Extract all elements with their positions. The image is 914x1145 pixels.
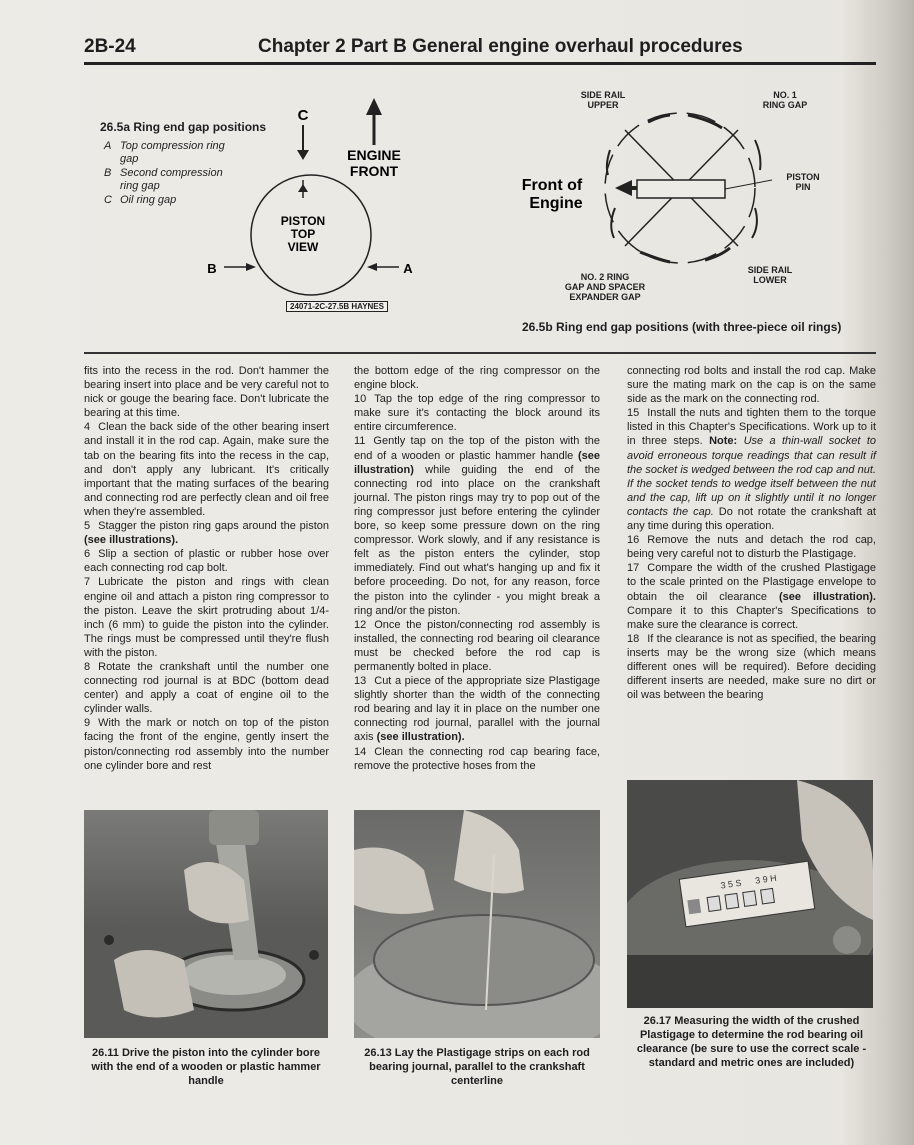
lower-rail-gap — [705, 248, 730, 260]
label-line: PISTON — [786, 172, 820, 182]
step-text: Compare the width of the crushed Plastigage to the scale printed on the Plastigage envelope to obtain the oil clearance — [627, 562, 876, 603]
legend-text: Second compression ring gap — [120, 167, 223, 192]
scale-box — [761, 888, 775, 904]
label-line: NO. 1 — [773, 90, 797, 100]
rod-bolt — [833, 926, 861, 954]
step-text: Remove the nuts and detach the rod cap, being very careful not to disturb the Plastigage. — [627, 534, 876, 561]
ring-gap-mark — [755, 140, 760, 170]
header-rule — [84, 62, 876, 65]
scale-text: 3 9 H — [754, 872, 778, 886]
legend-text: Oil ring gap — [120, 194, 177, 206]
note-text: Use a thin-wall socket to avoid erroneous torque readings that can result if the socket is wedged between the rod cap and nut. If the socket tends to wedge itself between the nut and the cap, lift up on it slightly until it no longer contacts the cap. — [627, 435, 877, 518]
step-number: 15 — [627, 407, 640, 420]
figure-b-caption: 26.5b Ring end gap positions (with three-piece oil rings) — [522, 320, 842, 334]
legend-key: A — [104, 140, 112, 152]
photo-plastigage-measure — [627, 780, 873, 1008]
label-line: PIN — [795, 182, 811, 192]
step-text: Clean the connecting rod cap bearing face, remove the protective hoses from the — [354, 745, 600, 772]
step-text: Tap the top edge of the ring compressor to make sure it's contacting the block around its entire circumference. — [354, 393, 600, 434]
figure-a-caption: 26.5a Ring end gap positions — [100, 120, 267, 134]
ring-gap-mark — [752, 208, 757, 238]
step-number: 12 — [354, 618, 367, 631]
scale-box — [743, 891, 757, 907]
paragraph — [84, 716, 329, 772]
label-line: SIDE RAIL — [580, 90, 626, 100]
legend-key: B — [104, 167, 112, 179]
scale-box — [725, 893, 739, 909]
photo-plastigage-strip — [354, 810, 600, 1038]
text-column-1 — [84, 364, 329, 773]
paragraph — [84, 575, 329, 660]
piston-view-label-3: VIEW — [287, 240, 319, 254]
paragraph — [627, 533, 876, 561]
bolt-hole — [309, 950, 319, 960]
no2-ring-gap — [640, 252, 670, 262]
journal-surface — [374, 915, 594, 1005]
step-number: 17 — [627, 562, 640, 575]
engine-front-label-1: ENGINE — [347, 147, 401, 163]
step-text: while guiding the end of the connecting rod into place on the crankshaft journal. The piston rings may try to pop out of the ring compressor just before entering the cylinder bore, so keep some pressure down on the ring compressor. Work slowly, and if any resistance is felt as the piston enters the cylinder, stop immediately. Find out what's hanging up and fix it before proceeding. Do not, for any reason, force the piston into the cylinder - you might break a ring and/or the piston. — [354, 463, 600, 617]
arrow-a-head — [367, 263, 377, 271]
label-line: GAP AND SPACER — [564, 282, 646, 292]
paragraph — [627, 406, 876, 533]
figure-three-piece-ring-gaps — [510, 80, 880, 340]
page-number: 2B-24 — [84, 36, 136, 57]
label-line: EXPANDER GAP — [569, 292, 641, 302]
photo-plastigage-measure-image — [627, 780, 873, 1008]
label-b: B — [207, 261, 217, 276]
side-rail-upper-label — [568, 90, 638, 110]
step-text: Lubricate the piston and rings with clean engine oil and attach a piston ring compressor to the piston. Leave the skirt protruding about 1/4-inch (6 mm) to guide the piston into the cylinder. The rings must be compressed until they're flush with the piston. — [84, 576, 329, 659]
step-number: 10 — [354, 393, 367, 406]
scale-box — [687, 899, 701, 915]
label-line: LOWER — [753, 275, 787, 285]
section-rule — [84, 352, 876, 354]
hand — [114, 950, 194, 1018]
paragraph — [627, 632, 876, 702]
step-text: Slip a section of plastic or rubber hose over each connecting rod cap bolt. — [84, 548, 329, 575]
front-of-engine-label-2: Engine — [529, 195, 583, 212]
photo-piston-install — [84, 810, 328, 1038]
legend-text: Top compression ring gap — [120, 140, 225, 165]
paragraph — [84, 420, 329, 519]
paragraph — [627, 561, 876, 631]
label-c: C — [297, 107, 309, 124]
step-text: Clean the back side of the other bearing insert and install it in the rod cap. Again, make sure the tab on the bearing fits into the recess in the cap, and don't apply any lubricant. It's critically important that the mating surfaces of the bearing and connecting rod are perfectly clean and oil free when they're assembled. — [84, 421, 329, 518]
paragraph — [354, 618, 600, 674]
legend-key: C — [104, 194, 112, 206]
front-of-engine-label-1: Front of — [521, 177, 583, 194]
bench — [627, 955, 873, 1008]
figure-ring-gap-positions — [84, 80, 444, 320]
photo-2-caption: 26.13 Lay the Plastigage strips on each rod bearing journal, parallel to the crankshaft centerline — [364, 1047, 590, 1087]
paragraph — [354, 392, 600, 434]
no1-ring-gap-label — [750, 90, 820, 110]
engine-front-arrow-head — [366, 98, 382, 115]
step-number: 4 — [84, 421, 91, 434]
photo-piston-install-image — [84, 810, 328, 1038]
step-text: With the mark or notch on top of the piston facing the front of the engine, gently insert the piston/connecting rod assembly into the number one cylinder bore and rest — [84, 717, 329, 772]
paragraph — [84, 519, 329, 547]
label-line: RING GAP — [762, 100, 808, 110]
chapter-title: Chapter 2 Part B General engine overhaul procedures — [258, 36, 743, 57]
label-a: A — [403, 261, 413, 276]
step-number: 13 — [354, 675, 367, 688]
label-line: UPPER — [587, 100, 619, 110]
scale-box — [707, 896, 721, 912]
step-text: Compare it to this Chapter's Specifications to make sure the clearance is correct. — [627, 604, 876, 631]
photo-3-caption: 26.17 Measuring the width of the crushed Plastigage to determine the rod bearing oil clearance (be sure to use the correct scale - standard and metric ones are included) — [636, 1015, 867, 1069]
step-number: 6 — [84, 548, 91, 561]
step-text: If the clearance is not as specified, the bearing inserts may be the wrong size (which means different ones will be required). Before deciding different inserts are needed, make sure no dirt or oil was between the bearing — [627, 632, 876, 702]
photo-plastigage-strip-image — [354, 810, 600, 1038]
scale-text: 3 5 S — [719, 877, 743, 891]
step-number: 11 — [354, 435, 366, 448]
step-text: Cut a piece of the appropriate size Plastigage slightly shorter than the width of the connecting rod bearing and lay it in place on the number one connecting rod journal, parallel with the journal axis — [354, 675, 600, 744]
piston-pin-label — [778, 172, 828, 192]
note-label: Note: — [709, 435, 738, 448]
photo-1-caption: 26.11 Drive the piston into the cylinder bore with the end of a wooden or plastic hammer handle — [91, 1047, 321, 1087]
arrow-b-head — [246, 263, 256, 271]
pin-leader — [725, 180, 772, 189]
step-number: 16 — [627, 534, 640, 547]
text-column-3 — [627, 364, 876, 702]
step-number: 9 — [84, 717, 91, 730]
paragraph — [84, 547, 329, 575]
side-rail-lower-label — [735, 265, 805, 285]
piston-top — [182, 955, 286, 995]
paragraph — [84, 660, 329, 716]
illustration-ref: (see illustration). — [779, 590, 876, 603]
bolt-hole — [104, 935, 114, 945]
step-text: Gently tap on the top of the piston with the end of a wooden or plastic hammer handle — [354, 435, 600, 462]
step-number: 14 — [354, 745, 367, 758]
paragraph: the bottom edge of the ring compressor on the engine block. — [354, 365, 600, 392]
illustration-ref: (see illustrations). — [84, 534, 179, 547]
paragraph: connecting rod bolts and install the rod cap. Make sure the mating mark on the cap is on the same side as the mark on the connecting rod. — [627, 365, 876, 406]
paragraph — [354, 674, 600, 744]
hammer-head — [209, 810, 259, 845]
illustration-ref: (see illustration). — [376, 731, 465, 744]
step-text: Stagger the piston ring gaps around the piston — [98, 520, 329, 533]
label-line: NO. 2 RING — [580, 272, 630, 282]
arrow-c-head — [297, 150, 309, 160]
illustration-ref: (see illustration) — [354, 449, 600, 476]
step-text: Rotate the crankshaft until the number one connecting rod journal is at BDC (bottom dead center) and apply a coat of engine oil to the cylinder walls. — [84, 660, 329, 716]
ring-gap-mark — [611, 208, 615, 238]
piston-pin — [637, 180, 725, 198]
step-text: Do not rotate the crankshaft at any time during this operation. — [627, 505, 876, 533]
text-column-2 — [354, 364, 600, 773]
figure-a-ref-code: 24071-2C-27.5B HAYNES — [286, 301, 388, 312]
step-number: 18 — [627, 632, 640, 645]
step-number: 8 — [84, 660, 91, 673]
step-number: 7 — [84, 576, 91, 589]
step-number: 5 — [84, 520, 91, 533]
engine-front-label-2: FRONT — [349, 163, 399, 179]
piston-view-label-2: TOP — [290, 227, 316, 241]
paragraph — [354, 434, 600, 617]
piston-top-view-diagram — [84, 80, 444, 320]
step-text: Once the piston/connecting rod assembly is installed, the connecting rod bearing oil clearance must be checked before the rod cap is permanently bolted in place. — [354, 618, 600, 673]
no2-ring-gap-label — [550, 272, 660, 302]
piston-view-label-1: PISTON — [280, 214, 326, 228]
paragraph: fits into the recess in the rod. Don't hammer the bearing insert into place and be very careful not to nick or gouge the bearing face. Don't lubricate the bearing at this time. — [84, 365, 329, 420]
step-text: Install the nuts and tighten them to the torque listed in this Chapter's Specifications. Work up to it in three steps. — [627, 407, 876, 448]
label-line: SIDE RAIL — [747, 265, 793, 275]
paragraph — [354, 745, 600, 773]
piston-mark-arrow — [298, 184, 308, 192]
